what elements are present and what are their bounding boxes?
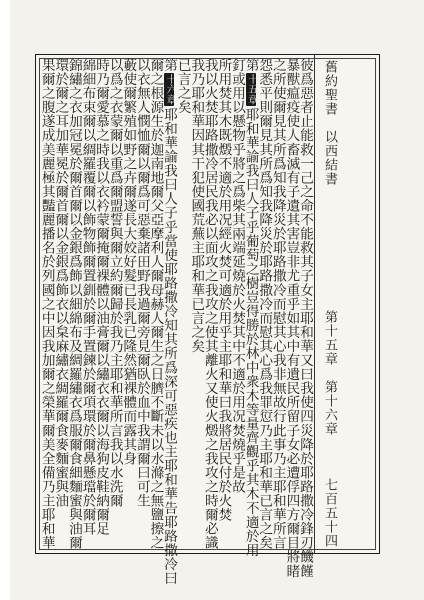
text-run: 我乃耶和華因其干犯使國荒蕪主耶和華已言之矣	[188, 58, 205, 354]
text-column	[38, 58, 55, 550]
text-run: 以衣無人憫恤爾以爾爲可惡棄諸田野我過爾旁見爾臥於血中我謂爾曰可生	[133, 58, 150, 508]
text-run: 第	[242, 58, 259, 73]
text-column	[242, 58, 259, 558]
text-column	[283, 58, 300, 578]
text-run: 時乃爾愛慕之時我以衣衿蒙爾掩爾裸體以油膏爾以繡衣衣爾以海狗皮鞋納爾足	[93, 58, 110, 536]
text-run: 暴獸瘟疫使人畜滅有子遺其害豈非尤重乎如其中有遺民所留子女必遭俘四方爾目將睹	[283, 58, 300, 578]
text-column	[134, 58, 148, 546]
chapter-marker: 十五章	[245, 74, 257, 106]
text-run: 所用焚其木既燬不適於用况經火焚可適於用乎主耶和華曰我將居民付於火焚	[215, 58, 232, 522]
text-column	[175, 58, 189, 546]
text-run: 已言之矣	[174, 58, 191, 115]
text-column	[80, 58, 94, 546]
text-column	[216, 58, 230, 546]
text-body	[38, 58, 313, 586]
text-column	[256, 58, 273, 550]
text-run: 果爾之腹遂成美麗極其豔麗播名於列國之中因我加爾之榮華爾美全備乃主耶和華	[38, 58, 55, 550]
text-run: 耶和華諭我曰人子乎葡萄之樹豈得勝於林中衆木等量齊觀乎其木不適於用	[242, 107, 259, 558]
text-run: 之所使爾見其所爲知我降災於耶路撒冷而慰其心我非無故行此事乃主耶和華所言	[269, 58, 286, 550]
chapter-range: 第十五章 第十六章	[322, 310, 337, 436]
text-run: 藪使爾繁殖如野之卉爾遂長大姣好髮已長乳已隆然猶裸體而露其身	[120, 58, 137, 466]
text-column	[94, 58, 108, 546]
text-column	[53, 58, 67, 546]
book-name: 以西結書	[322, 130, 337, 186]
page-left-margin	[0, 0, 10, 600]
text-column	[189, 58, 203, 546]
text-run: 第	[161, 58, 178, 73]
text-column	[65, 58, 82, 550]
text-column	[147, 58, 164, 550]
text-run: 錦繡之衣加冠冕於爾首爾以金銀爲飾以細綿布及綢羅繡衣爲服爾食細麵蜜與油爾	[65, 58, 82, 550]
text-column	[161, 58, 178, 586]
text-column	[269, 58, 286, 550]
text-run: 我以火焚耶路撒冷居民我必以面攻之我攻之使其離火又使火燬之我攻之時爾必識	[201, 58, 218, 550]
book-title: 舊約聖書	[322, 60, 337, 116]
text-run: 怨悉平則爾見其所爲知我降災於耶路撒冷而慰其心爲我罪愆乃主耶和華已言之矣	[256, 58, 273, 550]
chapter-marker: 十六章	[164, 74, 176, 106]
text-run: 彼爲惡者止能救一己之命不能救其子女主耶和華又曰我使四災降於耶路撒冷鋒刃饑饉	[297, 58, 313, 578]
text-run: 綿細布束爾以綢羅覆爾以飾物飾爾置釧於爾手置鍊於爾項環於爾鼻懸璫於爾耳	[79, 58, 96, 536]
text-run: 耶和華諭我曰人子乎當使耶路撒冷知其所爲深可惡疾也主耶和華告耶路撒冷曰	[161, 107, 178, 586]
text-column	[201, 58, 218, 550]
text-run: 以爲之衣蒙爾以重爲爾盟誓與爾立約爾歸於我乃主耶和華所言我以水洗爾	[106, 58, 123, 508]
text-column	[107, 58, 121, 546]
text-column	[121, 58, 135, 546]
text-column	[297, 58, 313, 578]
text-run: 釘或用以懸物乎將之爲柴其兩端延燒於火焚其中不適於用况焚燒乎是故	[229, 58, 246, 494]
text-column	[229, 58, 246, 546]
page-number: 七百五十四	[322, 478, 337, 548]
text-run: 爾之根源生於迦南地爾父亞摩利人爾母赫人爾生之日臍不斷未以水滌之無鹽擦之	[147, 58, 164, 550]
text-run: 環於爾之耳加華冕於爾首爾以金銀爲飾衣以枲麻繡衣綢羅爾食麥麵蜜與油	[52, 58, 69, 508]
